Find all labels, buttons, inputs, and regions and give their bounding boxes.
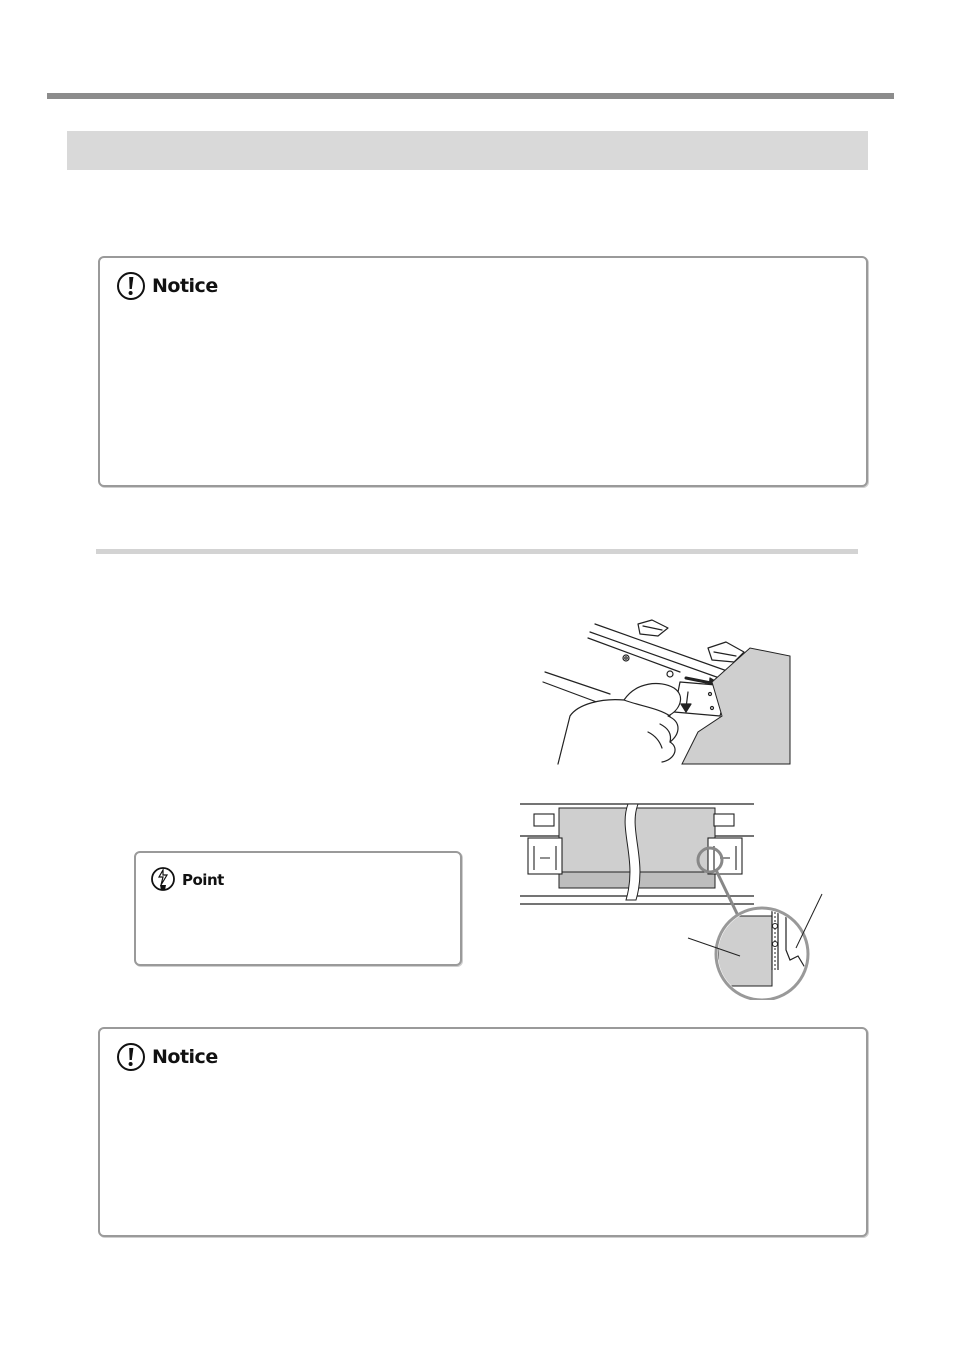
clamp-operation-illustration <box>540 612 800 767</box>
point-box <box>134 851 462 966</box>
point-bulb-icon <box>150 865 176 895</box>
subsection-rule <box>96 549 858 554</box>
point-header <box>150 865 224 895</box>
section-title-bar <box>67 131 868 170</box>
notice-box-1 <box>98 256 868 487</box>
notice-box-2 <box>98 1027 868 1237</box>
exclamation-circle-icon <box>116 271 146 301</box>
notice-header <box>116 271 218 301</box>
top-rule <box>47 93 894 99</box>
notice-title: Notice <box>152 1046 218 1068</box>
notice-title: Notice <box>152 275 218 297</box>
notice-header <box>116 1042 218 1072</box>
exclamation-circle-icon <box>116 1042 146 1072</box>
point-title: Point <box>182 871 224 889</box>
clamp-position-illustration <box>518 800 828 1000</box>
